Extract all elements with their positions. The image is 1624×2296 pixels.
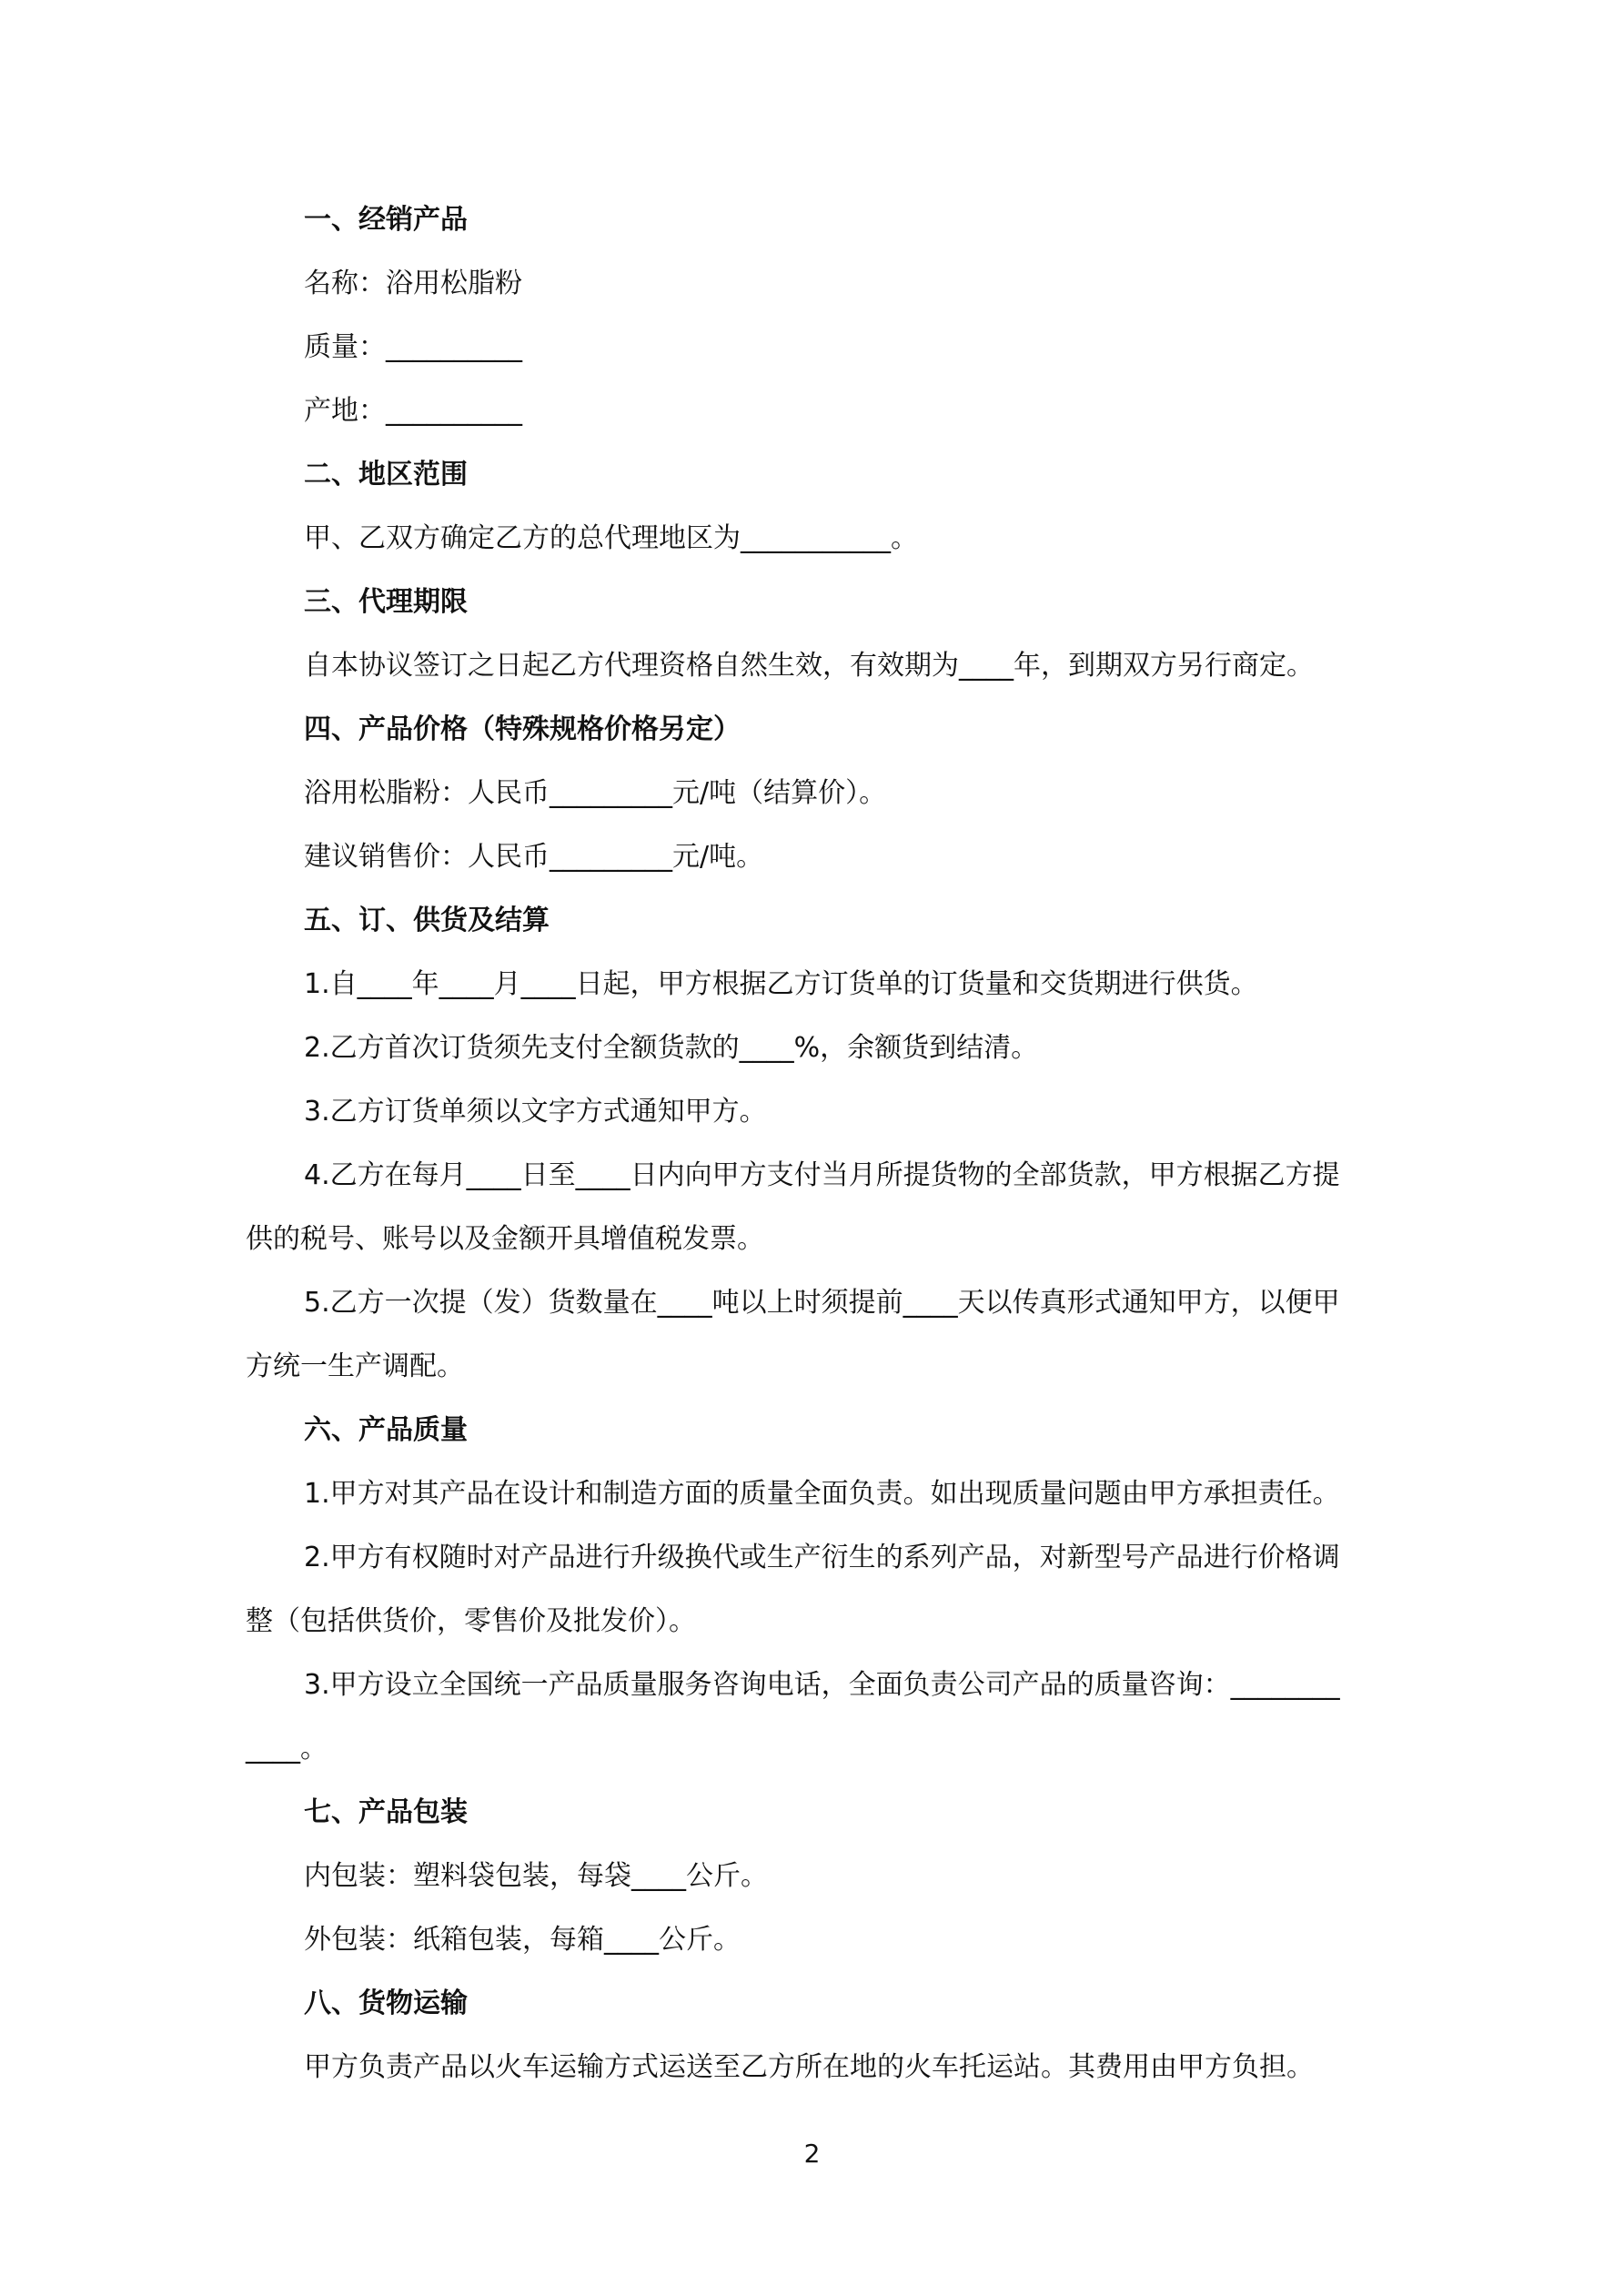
section-heading: 四、产品价格（特殊规格价格另定） [304,713,741,745]
paragraph-line: 3.乙方订货单须以文字方式通知甲方。 [304,1096,767,1128]
paragraph-line: 甲、乙双方确定乙方的总代理地区为___________。 [304,522,918,554]
paragraph-line: 4.乙方在每月____日至____日内向甲方支付当月所提货物的全部货款，甲方根据乙方提 [304,1159,1340,1191]
paragraph-line: 整（包括供货价，零售价及批发价）。 [246,1605,696,1637]
paragraph-line: 1.自____年____月____日起，甲方根据乙方订货单的订货量和交货期进行供货。 [304,968,1258,1000]
paragraph-line: 2.乙方首次订货须先支付全额货款的____%，余额货到结清。 [304,1032,1039,1064]
paragraph-line: 产地：__________ [304,395,522,427]
paragraph-line: 2.甲方有权随时对产品进行升级换代或生产衍生的系列产品，对新型号产品进行价格调 [304,1542,1340,1573]
paragraph-line: 供的税号、账号以及金额开具增值税发票。 [246,1223,764,1255]
section-heading: 六、产品质量 [304,1414,468,1446]
paragraph-line: ____。 [246,1733,328,1765]
section-heading: 一、经销产品 [304,204,468,236]
paragraph-line: 3.甲方设立全国统一产品质量服务咨询电话，全面负责公司产品的质量咨询：________ [304,1669,1340,1701]
paragraph-line: 浴用松脂粉：人民币_________元/吨（结算价）。 [304,777,887,809]
document-body [246,200,1397,2111]
page-number: 2 [803,2139,821,2169]
section-heading: 三、代理期限 [304,586,468,618]
paragraph-line: 5.乙方一次提（发）货数量在____吨以上时须提前____天以传真形式通知甲方，以便甲 [304,1287,1340,1319]
paragraph-line: 名称：浴用松脂粉 [304,268,522,299]
section-heading: 八、货物运输 [304,1988,468,2019]
paragraph-line: 外包装：纸箱包装，每箱____公斤。 [304,1924,741,1956]
section-heading: 五、订、供货及结算 [304,905,550,936]
paragraph-line: 1.甲方对其产品在设计和制造方面的质量全面负责。如出现质量问题由甲方承担责任。 [304,1478,1340,1510]
paragraph-line: 甲方负责产品以火车运输方式运送至乙方所在地的火车托运站。其费用由甲方负担。 [304,2051,1314,2083]
paragraph-line: 建议销售价：人民币_________元/吨。 [304,841,764,873]
paragraph-line: 内包装：塑料袋包装，每袋____公斤。 [304,1860,768,1892]
paragraph-line: 方统一生产调配。 [246,1350,464,1382]
paragraph-line: 质量：__________ [304,331,522,363]
section-heading: 七、产品包装 [304,1796,468,1828]
paragraph-line: 自本协议签订之日起乙方代理资格自然生效，有效期为____年，到期双方另行商定。 [304,650,1314,682]
section-heading: 二、地区范围 [304,459,468,491]
